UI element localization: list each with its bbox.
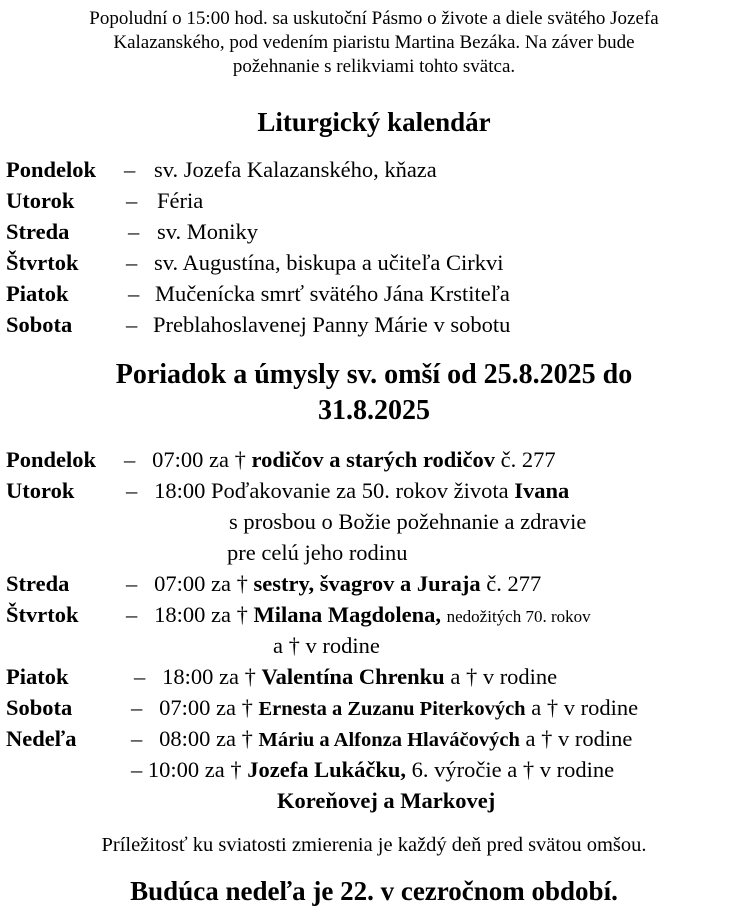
- liturgical-text: sv. Moniky: [157, 219, 259, 244]
- za-text: za: [204, 757, 225, 782]
- in-family-text: v rodine: [563, 695, 639, 720]
- dash: –: [128, 219, 140, 244]
- reference-number: č. 277: [486, 571, 542, 596]
- dash: –: [126, 602, 138, 627]
- mass-intention: [126, 600, 591, 632]
- intention-text: 6. výročie a: [411, 757, 518, 782]
- mass-time: 07:00: [152, 447, 204, 472]
- mass-intention: [131, 693, 638, 724]
- day-label: Štvrtok: [6, 250, 79, 275]
- intro-line: Popoludní o 15:00 hod. sa uskutoční Pásmo o živote a diele svätého Jozefa: [89, 8, 659, 29]
- za-text: za: [216, 695, 236, 720]
- a-text: a: [525, 726, 536, 751]
- in-family-text: v rodine: [482, 664, 558, 689]
- mass-time: 18:00: [154, 602, 206, 627]
- mass-time: 07:00: [159, 695, 211, 720]
- mass-time: 07:00: [154, 571, 206, 596]
- mass-intention: [124, 445, 556, 475]
- liturgical-text: sv. Augustína, biskupa a učiteľa Cirkvi: [154, 250, 504, 275]
- dash: –: [131, 695, 143, 720]
- cross-icon: †: [241, 695, 253, 720]
- day-label: Štvrtok: [6, 602, 79, 627]
- intention-names: Jozefa Lukáčku,: [247, 757, 407, 782]
- mass-schedule-heading-line: Poriadok a úmysly sv. omší od 25.8.2025 do: [115, 359, 633, 390]
- day-label: Sobota: [6, 312, 73, 337]
- cross-icon: †: [465, 664, 478, 689]
- reference-number: č. 277: [500, 447, 556, 472]
- day-label: Pondelok: [6, 157, 97, 182]
- in-family-text: v rodine: [305, 633, 380, 658]
- mass-intention: [131, 724, 632, 755]
- dash: –: [131, 726, 143, 751]
- intro-line: Kalazanského, pod vedením piaristu Martina Bezáka. Na záver bude: [113, 32, 635, 53]
- intro-line: požehnanie s relikviami tohto svätca.: [232, 56, 516, 77]
- za-text: za: [219, 664, 239, 689]
- intention-note: nedožitých 70. rokov: [446, 607, 591, 626]
- cross-icon: †: [288, 633, 300, 658]
- intro-paragraph: [0, 7, 748, 79]
- liturgical-text: sv. Jozefa Kalazanského, kňaza: [154, 157, 437, 182]
- day-label: Streda: [6, 219, 70, 244]
- intention-names: sestry, švagrov a Juraja: [253, 571, 481, 596]
- cross-icon: †: [541, 726, 553, 751]
- cross-icon: †: [236, 571, 248, 596]
- intention-names: Milana Magdolena,: [253, 602, 442, 627]
- intention-names: Ernesta a Zuzanu Piterkových: [258, 698, 526, 720]
- cross-icon: †: [546, 695, 559, 720]
- mass-schedule-heading-line: 31.8.2025: [318, 395, 430, 426]
- dash: –: [124, 157, 136, 182]
- dash: –: [126, 478, 138, 503]
- in-family-text: v rodine: [557, 726, 633, 751]
- intention-names: rodičov a starých rodičov: [251, 447, 496, 472]
- a-text: a: [531, 695, 542, 720]
- intention-text: Poďakovanie za 50. rokov života: [211, 478, 509, 503]
- cross-icon: †: [241, 726, 253, 751]
- dash: –: [126, 571, 138, 596]
- mass-time: 18:00: [154, 478, 206, 503]
- za-text: za: [216, 726, 236, 751]
- a-text: a: [450, 664, 461, 689]
- intention-names: Ivana: [514, 478, 570, 503]
- day-label: Piatok: [6, 281, 69, 306]
- day-label: Sobota: [6, 695, 73, 720]
- za-text: za: [209, 447, 229, 472]
- mass-time: 18:00: [162, 664, 214, 689]
- dash: –: [124, 447, 136, 472]
- mass-continuation: pre celú jeho rodinu: [227, 540, 408, 565]
- mass-intention: [126, 476, 569, 506]
- dash: –: [131, 757, 143, 782]
- dash: –: [126, 188, 138, 213]
- in-family-text: v rodine: [539, 757, 615, 782]
- cross-icon: †: [236, 602, 248, 627]
- day-label: Piatok: [6, 664, 69, 689]
- a-text: a: [273, 633, 283, 658]
- cross-icon: †: [234, 447, 246, 472]
- dash: –: [126, 312, 138, 337]
- mass-intention: [131, 755, 614, 785]
- mass-intention: [126, 569, 541, 599]
- cross-icon: †: [522, 757, 535, 782]
- za-text: za: [211, 571, 231, 596]
- intention-names: Máriu a Alfonza Hlaváčových: [258, 729, 520, 751]
- day-label: Pondelok: [6, 447, 97, 472]
- cross-icon: †: [244, 664, 256, 689]
- confession-note: Príležitosť ku sviatosti zmierenia je každý deň pred svätou omšou.: [101, 834, 647, 856]
- dash: –: [134, 664, 146, 689]
- cross-icon: †: [230, 757, 242, 782]
- mass-continuation: Koreňovej a Markovej: [277, 788, 496, 813]
- day-label: Streda: [6, 571, 70, 596]
- day-label: Nedeľa: [6, 726, 77, 751]
- mass-continuation: s prosbou o Božie požehnanie a zdravie: [229, 509, 587, 534]
- dash: –: [126, 250, 138, 275]
- mass-schedule-heading: [0, 357, 748, 429]
- intention-names: Valentína Chrenku: [261, 664, 445, 689]
- day-label: Utorok: [6, 478, 75, 503]
- za-text: za: [211, 602, 231, 627]
- liturgical-calendar-heading: Liturgický kalendár: [257, 107, 491, 137]
- mass-time: 10:00: [147, 757, 200, 782]
- next-sunday-heading: Budúca nedeľa je 22. v cezročnom období.: [130, 876, 618, 906]
- dash: –: [128, 281, 140, 306]
- liturgical-text: Preblahoslavenej Panny Márie v sobotu: [153, 312, 511, 337]
- day-label: Utorok: [6, 188, 75, 213]
- mass-intention: [134, 662, 557, 692]
- liturgical-text: Féria: [157, 188, 204, 213]
- mass-time: 08:00: [159, 726, 211, 751]
- liturgical-text: Mučenícka smrť svätého Jána Krstiteľa: [155, 281, 510, 306]
- mass-continuation: [273, 631, 380, 661]
